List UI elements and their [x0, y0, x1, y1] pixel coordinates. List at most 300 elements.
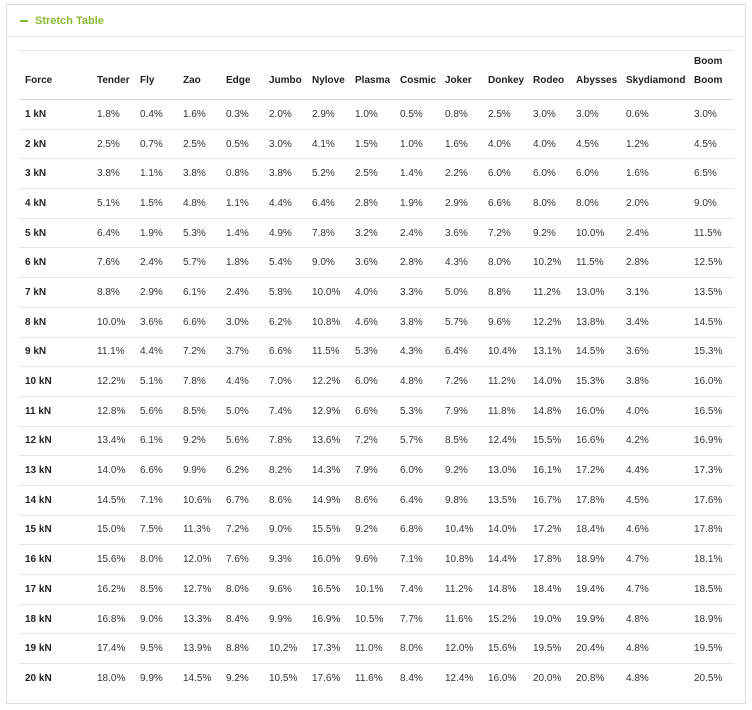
stretch-cell: 16.2% [91, 575, 134, 605]
force-cell: 14 kN [19, 485, 91, 515]
force-cell: 18 kN [19, 604, 91, 634]
stretch-cell: 11.6% [355, 673, 383, 685]
stretch-cell: 9.9% [177, 456, 220, 486]
stretch-cell: 16.9% [306, 604, 349, 634]
stretch-cell: 4.8% [620, 634, 688, 664]
stretch-cell: 11.5% [306, 337, 349, 367]
stretch-cell: 5.6% [220, 426, 263, 456]
stretch-cell: 12.5% [688, 248, 734, 278]
stretch-cell: 16.0% [688, 367, 734, 397]
stretch-cell: 2.5% [349, 159, 394, 189]
stretch-cell: 2.4% [620, 218, 688, 248]
stretch-cell: 8.6% [263, 485, 306, 515]
stretch-cell: 0.8% [439, 100, 482, 130]
stretch-cell: 0.8% [220, 159, 263, 189]
stretch-cell: 4.4% [134, 337, 177, 367]
stretch-cell: 8.0% [394, 634, 439, 664]
stretch-cell: 19.9% [570, 604, 620, 634]
stretch-cell: 7.9% [439, 396, 482, 426]
stretch-cell: 9.6% [263, 575, 306, 605]
table-row [19, 485, 734, 515]
stretch-cell: 5.1% [91, 189, 134, 219]
stretch-cell: 12.0% [177, 545, 220, 575]
stretch-cell: 9.0% [306, 248, 349, 278]
stretch-cell: 1.6% [620, 159, 688, 189]
stretch-cell: 13.9% [177, 634, 220, 664]
table-row [19, 100, 734, 130]
stretch-cell: 4.4% [620, 456, 688, 486]
stretch-cell: 9.6% [349, 545, 394, 575]
stretch-cell: 6.6% [134, 456, 177, 486]
stretch-cell: 11.6% [439, 604, 482, 634]
stretch-cell: 4.5% [620, 485, 688, 515]
stretch-cell: 3.6% [620, 337, 688, 367]
stretch-cell: 2.5% [482, 100, 527, 130]
stretch-cell: 17.3% [306, 634, 349, 664]
stretch-cell: 3.6% [134, 307, 177, 337]
stretch-cell: 7.6% [220, 545, 263, 575]
stretch-cell: 1.0% [394, 129, 439, 159]
stretch-cell: 12.8% [91, 396, 134, 426]
stretch-cell: 8.8% [91, 278, 134, 308]
column-header: Abysses [570, 51, 620, 100]
stretch-cell: 8.0% [527, 189, 570, 219]
stretch-cell: 4.1% [306, 129, 349, 159]
table-row [19, 575, 734, 605]
table-row [19, 396, 734, 426]
stretch-cell: 17.2% [570, 456, 620, 486]
force-cell: 1 kN [19, 100, 91, 130]
force-cell: 9 kN [19, 337, 91, 367]
stretch-cell: 10.0% [306, 278, 349, 308]
stretch-cell: 6.0% [570, 159, 620, 189]
stretch-cell: 9.2% [439, 456, 482, 486]
stretch-cell: 2.0% [263, 100, 306, 130]
stretch-cell: 3.8% [177, 159, 220, 189]
stretch-cell: 6.0% [394, 456, 439, 486]
stretch-cell: 4.6% [620, 515, 688, 545]
stretch-cell: 2.8% [394, 248, 439, 278]
stretch-cell: 6.8% [394, 515, 439, 545]
table-row [19, 218, 734, 248]
minus-icon[interactable] [20, 20, 28, 22]
stretch-cell: 11.2% [482, 367, 527, 397]
stretch-cell: 20.4% [570, 634, 620, 664]
force-cell: 3 kN [19, 159, 91, 189]
stretch-cell: 6.0% [482, 159, 527, 189]
stretch-cell: 5.3% [394, 396, 439, 426]
stretch-cell: 10.8% [439, 545, 482, 575]
column-header: Skydiamond [620, 51, 688, 100]
stretch-cell: 7.2% [177, 337, 220, 367]
stretch-cell: 12.7% [177, 575, 220, 605]
force-cell: 2 kN [19, 129, 91, 159]
stretch-cell: 2.4% [220, 278, 263, 308]
stretch-cell: 15.3% [688, 337, 734, 367]
stretch-cell: 3.6% [439, 218, 482, 248]
stretch-cell: 1.8% [220, 248, 263, 278]
stretch-cell: 13.8% [570, 307, 620, 337]
stretch-cell: 9.2% [527, 218, 570, 248]
stretch-cell: 5.1% [134, 367, 177, 397]
stretch-cell: 4.6% [349, 307, 394, 337]
stretch-cell: 5.4% [263, 248, 306, 278]
stretch-cell: 4.7% [620, 545, 688, 575]
stretch-cell: 11.1% [91, 337, 134, 367]
stretch-cell: 2.9% [439, 189, 482, 219]
stretch-cell: 1.5% [349, 129, 394, 159]
stretch-cell: 16.8% [91, 604, 134, 634]
stretch-cell: 5.7% [394, 426, 439, 456]
stretch-cell: 7.9% [349, 456, 394, 486]
stretch-cell: 8.8% [482, 278, 527, 308]
stretch-cell: 1.4% [394, 159, 439, 189]
stretch-cell: 10.2% [527, 248, 570, 278]
stretch-cell: 18.4% [570, 515, 620, 545]
stretch-cell: 15.6% [482, 634, 527, 664]
stretch-cell: 5.3% [349, 337, 394, 367]
table-row [19, 159, 734, 189]
stretch-cell: 5.2% [306, 159, 349, 189]
stretch-cell: 8.8% [220, 634, 263, 664]
stretch-cell: 17.8% [527, 545, 570, 575]
table-row [19, 367, 734, 397]
column-header: Plasma [349, 51, 394, 100]
stretch-cell: 17.8% [570, 485, 620, 515]
column-header: Donkey [482, 51, 527, 100]
stretch-cell: 7.7% [394, 604, 439, 634]
stretch-cell: 18.1% [688, 545, 734, 575]
stretch-cell: 6.6% [482, 189, 527, 219]
stretch-cell: 6.2% [263, 307, 306, 337]
column-header: Fly [134, 51, 177, 100]
stretch-cell: 7.4% [263, 396, 306, 426]
table-row [19, 189, 734, 219]
stretch-cell: 6.5% [688, 159, 734, 189]
table-container [19, 50, 734, 693]
column-header: Force [19, 51, 91, 100]
stretch-cell: 1.2% [620, 129, 688, 159]
stretch-cell: 7.2% [439, 367, 482, 397]
stretch-cell: 5.7% [439, 307, 482, 337]
stretch-cell: 14.5% [570, 337, 620, 367]
stretch-cell: 8.0% [482, 248, 527, 278]
stretch-cell: 3.8% [620, 367, 688, 397]
stretch-cell: 3.8% [263, 159, 306, 189]
stretch-cell: 4.4% [220, 367, 263, 397]
stretch-cell: 14.0% [482, 515, 527, 545]
stretch-cell: 17.6% [312, 673, 341, 685]
stretch-cell: 15.5% [306, 515, 349, 545]
stretch-cell: 6.1% [134, 426, 177, 456]
table-row [19, 515, 734, 545]
force-cell: 12 kN [19, 426, 91, 456]
stretch-cell: 18.9% [688, 604, 734, 634]
stretch-cell: 10.8% [306, 307, 349, 337]
stretch-cell: 4.0% [527, 129, 570, 159]
stretch-cell: 15.6% [91, 545, 134, 575]
stretch-cell: 16.6% [570, 426, 620, 456]
stretch-cell: 6.1% [177, 278, 220, 308]
stretch-cell: 1.1% [134, 159, 177, 189]
stretch-cell: 4.0% [482, 129, 527, 159]
stretch-cell: 13.6% [306, 426, 349, 456]
stretch-cell: 2.5% [91, 129, 134, 159]
column-header: Zao [177, 51, 220, 100]
stretch-cell: 4.4% [263, 189, 306, 219]
stretch-cell: 16.1% [527, 456, 570, 486]
column-header: Cosmic [394, 51, 439, 100]
column-header: Joker [439, 51, 482, 100]
stretch-cell: 14.0% [527, 367, 570, 397]
stretch-cell: 12.9% [306, 396, 349, 426]
table-row [19, 248, 734, 278]
table-row [19, 129, 734, 159]
stretch-cell: 15.3% [570, 367, 620, 397]
stretch-cell: 7.8% [306, 218, 349, 248]
force-cell: 6 kN [19, 248, 91, 278]
stretch-cell: 5.8% [263, 278, 306, 308]
stretch-cell: 3.6% [349, 248, 394, 278]
stretch-cell: 8.2% [263, 456, 306, 486]
stretch-cell: 1.6% [177, 100, 220, 130]
stretch-cell: 19.0% [527, 604, 570, 634]
stretch-cell: 19.4% [570, 575, 620, 605]
stretch-cell: 15.5% [527, 426, 570, 456]
stretch-cell: 9.2% [177, 426, 220, 456]
stretch-cell: 4.3% [439, 248, 482, 278]
table-row [19, 664, 734, 694]
stretch-cell: 7.5% [134, 515, 177, 545]
stretch-cell: 10.0% [570, 218, 620, 248]
stretch-cell: 16.0% [488, 673, 517, 685]
stretch-cell: 13.4% [91, 426, 134, 456]
stretch-cell: 13.1% [527, 337, 570, 367]
stretch-cell: 5.6% [134, 396, 177, 426]
stretch-cell: 9.2% [226, 673, 249, 685]
stretch-cell: 0.5% [220, 129, 263, 159]
stretch-cell: 18.4% [527, 575, 570, 605]
stretch-cell: 9.8% [439, 485, 482, 515]
stretch-cell: 7.2% [482, 218, 527, 248]
stretch-cell: 6.4% [91, 218, 134, 248]
stretch-cell: 4.7% [620, 575, 688, 605]
stretch-cell: 1.9% [134, 218, 177, 248]
stretch-cell: 6.4% [306, 189, 349, 219]
force-cell: 10 kN [19, 367, 91, 397]
stretch-cell: 4.0% [349, 278, 394, 308]
stretch-cell: 18.9% [570, 545, 620, 575]
stretch-cell: 4.8% [177, 189, 220, 219]
stretch-cell: 2.5% [177, 129, 220, 159]
stretch-cell: 3.1% [620, 278, 688, 308]
stretch-cell: 4.0% [620, 396, 688, 426]
stretch-cell: 16.5% [306, 575, 349, 605]
stretch-cell: 1.0% [349, 100, 394, 130]
stretch-cell: 12.0% [439, 634, 482, 664]
force-cell: 4 kN [19, 189, 91, 219]
stretch-cell: 20.5% [694, 673, 723, 685]
panel-header-toggle[interactable] [7, 5, 745, 37]
stretch-cell: 4.5% [570, 129, 620, 159]
column-header: Edge [220, 51, 263, 100]
stretch-cell: 18.0% [97, 673, 126, 685]
stretch-cell: 8.5% [439, 426, 482, 456]
stretch-cell: 3.3% [394, 278, 439, 308]
force-cell: 19 kN [19, 634, 91, 664]
table-row [19, 278, 734, 308]
table-row [19, 456, 734, 486]
stretch-cell: 6.0% [527, 159, 570, 189]
stretch-table [19, 50, 734, 693]
stretch-cell: 7.6% [91, 248, 134, 278]
stretch-cell: 8.0% [134, 545, 177, 575]
stretch-cell: 13.0% [482, 456, 527, 486]
stretch-cell: 11.5% [570, 248, 620, 278]
stretch-cell: 14.8% [527, 396, 570, 426]
table-row [19, 307, 734, 337]
stretch-cell: 3.4% [620, 307, 688, 337]
stretch-cell: 13.3% [177, 604, 220, 634]
stretch-cell: 2.9% [134, 278, 177, 308]
stretch-cell: 10.5% [269, 673, 298, 685]
stretch-cell: 6.6% [349, 396, 394, 426]
stretch-cell: 10.4% [439, 515, 482, 545]
table-body [19, 100, 734, 694]
stretch-cell: 7.1% [394, 545, 439, 575]
stretch-cell: 14.9% [306, 485, 349, 515]
stretch-cell: 3.7% [220, 337, 263, 367]
stretch-cell: 6.7% [220, 485, 263, 515]
stretch-cell: 16.7% [527, 485, 570, 515]
stretch-cell: 4.2% [620, 426, 688, 456]
stretch-cell: 16.5% [688, 396, 734, 426]
stretch-cell: 5.0% [439, 278, 482, 308]
stretch-cell: 8.0% [220, 575, 263, 605]
stretch-cell: 9.9% [140, 673, 163, 685]
stretch-cell: 12.2% [527, 307, 570, 337]
stretch-cell: 14.3% [306, 456, 349, 486]
stretch-cell: 11.5% [688, 218, 734, 248]
stretch-cell: 18.5% [688, 575, 734, 605]
stretch-cell: 6.2% [220, 456, 263, 486]
stretch-cell: 11.8% [482, 396, 527, 426]
stretch-cell: 17.3% [688, 456, 734, 486]
stretch-cell: 3.8% [91, 159, 134, 189]
stretch-cell: 4.8% [626, 673, 649, 685]
stretch-cell: 14.8% [482, 575, 527, 605]
force-cell: 13 kN [19, 456, 91, 486]
stretch-cell: 15.2% [482, 604, 527, 634]
stretch-cell: 6.6% [263, 337, 306, 367]
force-cell: 20 kN [25, 673, 52, 685]
stretch-cell: 11.3% [177, 515, 220, 545]
stretch-cell: 7.8% [177, 367, 220, 397]
stretch-cell: 1.1% [220, 189, 263, 219]
stretch-cell: 0.6% [620, 100, 688, 130]
stretch-cell: 14.0% [91, 456, 134, 486]
stretch-cell: 2.0% [620, 189, 688, 219]
stretch-cell: 2.9% [306, 100, 349, 130]
stretch-cell: 12.2% [306, 367, 349, 397]
stretch-cell: 8.0% [570, 189, 620, 219]
stretch-cell: 4.5% [688, 129, 734, 159]
stretch-cell: 2.8% [620, 248, 688, 278]
force-cell: 11 kN [19, 396, 91, 426]
stretch-cell: 8.5% [177, 396, 220, 426]
stretch-cell: 6.4% [394, 485, 439, 515]
stretch-cell: 1.5% [134, 189, 177, 219]
stretch-cell: 2.2% [439, 159, 482, 189]
stretch-cell: 0.5% [394, 100, 439, 130]
table-header-row [19, 51, 734, 100]
stretch-cell: 14.4% [482, 545, 527, 575]
stretch-cell: 15.0% [91, 515, 134, 545]
panel-title: Stretch Table [35, 14, 104, 27]
stretch-cell: 2.4% [394, 218, 439, 248]
stretch-cell: 9.6% [482, 307, 527, 337]
stretch-cell: 12.2% [91, 367, 134, 397]
stretch-cell: 8.6% [349, 485, 394, 515]
stretch-cell: 17.8% [688, 515, 734, 545]
stretch-cell: 11.0% [349, 634, 394, 664]
table-row [19, 337, 734, 367]
stretch-cell: 19.5% [527, 634, 570, 664]
stretch-cell: 6.6% [177, 307, 220, 337]
stretch-cell: 10.0% [91, 307, 134, 337]
stretch-cell: 9.3% [263, 545, 306, 575]
stretch-cell: 10.6% [177, 485, 220, 515]
stretch-cell: 17.6% [688, 485, 734, 515]
table-row [19, 545, 734, 575]
stretch-cell: 4.9% [263, 218, 306, 248]
stretch-cell: 3.2% [349, 218, 394, 248]
stretch-cell: 14.5% [183, 673, 212, 685]
stretch-cell: 13.5% [482, 485, 527, 515]
stretch-cell: 6.0% [349, 367, 394, 397]
stretch-cell: 9.0% [688, 189, 734, 219]
table-row [19, 604, 734, 634]
stretch-cell: 0.3% [220, 100, 263, 130]
stretch-cell: 7.8% [263, 426, 306, 456]
stretch-cell: 2.8% [349, 189, 394, 219]
stretch-cell: 1.4% [220, 218, 263, 248]
table-row [19, 634, 734, 664]
stretch-cell: 6.4% [439, 337, 482, 367]
column-header: Tender [91, 51, 134, 100]
stretch-cell: 9.5% [134, 634, 177, 664]
stretch-cell: 20.0% [533, 673, 562, 685]
stretch-cell: 16.0% [570, 396, 620, 426]
stretch-cell: 4.8% [620, 604, 688, 634]
stretch-cell: 9.0% [263, 515, 306, 545]
stretch-cell: 13.0% [570, 278, 620, 308]
stretch-cell: 3.0% [688, 100, 734, 130]
stretch-table-panel [6, 4, 746, 704]
stretch-cell: 1.9% [394, 189, 439, 219]
stretch-cell: 10.4% [482, 337, 527, 367]
table-row [19, 426, 734, 456]
stretch-cell: 3.0% [570, 100, 620, 130]
stretch-cell: 9.0% [134, 604, 177, 634]
force-cell: 17 kN [19, 575, 91, 605]
stretch-cell: 8.5% [134, 575, 177, 605]
stretch-cell: 7.1% [134, 485, 177, 515]
stretch-cell: 10.2% [263, 634, 306, 664]
stretch-cell: 12.4% [482, 426, 527, 456]
stretch-cell: 3.8% [394, 307, 439, 337]
force-cell: 16 kN [19, 545, 91, 575]
